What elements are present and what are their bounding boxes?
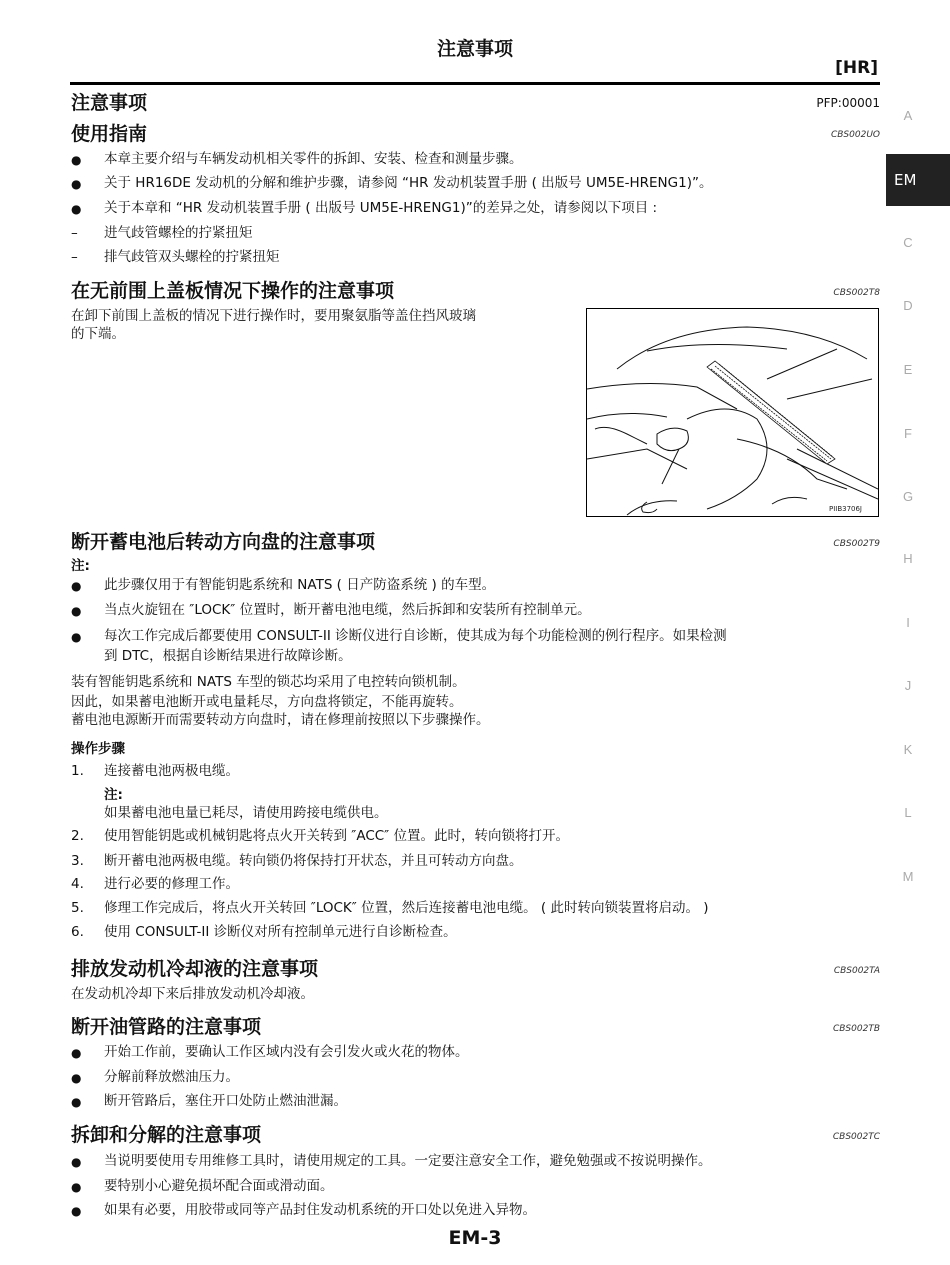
procedure-step: 修理工作完成后，将点火开关转回 ″LOCK″ 位置，然后连接蓄电池电缆。 ( 此时转向锁装置将启动。 ) — [104, 900, 709, 916]
paragraph: 在发动机冷却下来后排放发动机冷却液。 — [71, 986, 314, 1002]
section-title: 在无前围上盖板情况下操作的注意事项 — [71, 280, 395, 302]
bullet-dot: ● — [71, 202, 82, 216]
bullet-dot: ● — [71, 1095, 82, 1109]
list-item: 此步骤仅用于有智能钥匙系统和 NATS ( 日产防盗系统 ) 的车型。 — [104, 577, 496, 593]
section-code: CBS002TA — [833, 966, 880, 976]
index-letter-l[interactable]: L — [904, 805, 912, 820]
engine-tag: [HR] — [835, 58, 878, 78]
step-note: 如果蓄电池电量已耗尽，请使用跨接电缆供电。 — [104, 805, 388, 821]
paragraph: 在卸下前围上盖板的情况下进行操作时，要用聚氨脂等盖住挡风玻璃 — [71, 308, 476, 324]
index-letter-k[interactable]: K — [903, 742, 913, 757]
index-letter-c[interactable]: C — [903, 235, 913, 250]
step-number: 3. — [71, 853, 84, 869]
page-number: EM-3 — [448, 1227, 502, 1249]
list-item: 每次工作完成后都要使用 CONSULT-II 诊断仪进行自诊断，使其成为每个功能检测的例行程序。如果检测 — [104, 628, 727, 644]
step-note-label: 注: — [104, 787, 123, 803]
list-item: 进气歧管螺栓的拧紧扭矩 — [104, 225, 253, 241]
procedure-step: 连接蓄电池两极电缆。 — [104, 763, 239, 779]
index-letter-h[interactable]: H — [903, 551, 913, 566]
procedure-step: 使用 CONSULT-II 诊断仪对所有控制单元进行自诊断检查。 — [104, 924, 457, 940]
note-label: 注: — [71, 558, 90, 574]
bullet-dot: ● — [71, 1071, 82, 1085]
bullet-dot: ● — [71, 1155, 82, 1169]
step-number: 2. — [71, 828, 84, 844]
list-item: 要特别小心避免损坏配合面或滑动面。 — [104, 1178, 334, 1194]
list-item: 关于本章和 “HR 发动机装置手册 ( 出版号 UM5E-HRENG1)”的差异之处，请参阅以下项目 : — [104, 200, 658, 216]
paragraph: 蓄电池电源断开而需要转动方向盘时，请在修理前按照以下步骤操作。 — [71, 712, 490, 728]
list-item: 如果有必要，用胶带或同等产品封住发动机系统的开口处以免进入异物。 — [104, 1202, 536, 1218]
bullet-dot: ● — [71, 153, 82, 167]
section-code: CBS002UO — [830, 130, 880, 140]
index-letter-m[interactable]: M — [902, 869, 914, 884]
page-header-title: 注意事项 — [436, 38, 513, 60]
step-number: 5. — [71, 900, 84, 916]
index-letter-g[interactable]: G — [902, 489, 914, 504]
index-letter-d[interactable]: D — [903, 298, 913, 313]
paragraph: 装有智能钥匙系统和 NATS 车型的锁芯均采用了电控转向锁机制。 — [71, 674, 466, 690]
list-item: 开始工作前，要确认工作区域内没有会引发火或火花的物体。 — [104, 1044, 469, 1060]
procedure-step: 进行必要的修理工作。 — [104, 876, 239, 892]
bullet-dot: ● — [71, 1180, 82, 1194]
section-title: 注意事项 — [71, 92, 148, 114]
list-item-continued: 到 DTC，根据自诊断结果进行故障诊断。 — [104, 648, 352, 664]
list-item: 当点火旋钮在 ″LOCK″ 位置时，断开蓄电池电缆，然后拆卸和安装所有控制单元。 — [104, 602, 591, 618]
index-letter-f[interactable]: F — [904, 426, 912, 441]
list-item: 本章主要介绍与车辆发动机相关零件的拆卸、安装、检查和测量步骤。 — [104, 151, 523, 167]
header-rule — [70, 82, 880, 85]
section-title: 断开蓄电池后转动方向盘的注意事项 — [71, 531, 376, 553]
step-number: 4. — [71, 876, 84, 892]
windshield-figure — [586, 308, 879, 517]
index-tab-em[interactable]: EM — [886, 154, 950, 206]
paragraph: 因此，如果蓄电池断开或电量耗尽，方向盘将锁定，不能再旋转。 — [71, 694, 463, 710]
step-number: 6. — [71, 924, 84, 940]
bullet-dot: ● — [71, 1204, 82, 1218]
section-title: 拆卸和分解的注意事项 — [71, 1124, 262, 1146]
section-code: CBS002T8 — [833, 288, 880, 298]
procedure-title: 操作步骤 — [71, 741, 125, 757]
bullet-dot: ● — [71, 1046, 82, 1060]
list-item: 排气歧管双头螺栓的拧紧扭矩 — [104, 249, 280, 265]
list-item: 分解前释放燃油压力。 — [104, 1069, 239, 1085]
paragraph: 的下端。 — [71, 326, 125, 342]
section-code: CBS002T9 — [833, 539, 880, 549]
index-letter-e[interactable]: E — [903, 362, 913, 377]
index-letter-j[interactable]: J — [904, 678, 912, 693]
section-code: CBS002TB — [832, 1024, 880, 1034]
figure-id: PIIB3706J — [828, 505, 862, 513]
index-letter-a[interactable]: A — [903, 108, 913, 123]
list-item: 关于 HR16DE 发动机的分解和维护步骤，请参阅 “HR 发动机装置手册 ( 出版号 UM5E-HRENG1)”。 — [104, 175, 713, 191]
dash-mark: – — [71, 249, 78, 265]
procedure-step: 使用智能钥匙或机械钥匙将点火开关转到 ″ACC″ 位置。此时，转向锁将打开。 — [104, 828, 570, 844]
section-title: 使用指南 — [71, 123, 148, 145]
procedure-step: 断开蓄电池两极电缆。转向锁仍将保持打开状态，并且可转动方向盘。 — [104, 853, 523, 869]
bullet-dot: ● — [71, 579, 82, 593]
section-title: 断开油管路的注意事项 — [71, 1016, 262, 1038]
bullet-dot: ● — [71, 177, 82, 191]
section-code: CBS002TC — [832, 1132, 880, 1142]
dash-mark: – — [71, 225, 78, 241]
index-letter-i[interactable]: I — [906, 615, 910, 630]
list-item: 断开管路后，塞住开口处防止燃油泄漏。 — [104, 1093, 347, 1109]
windshield-illustration — [587, 309, 878, 516]
section-title: 排放发动机冷却液的注意事项 — [71, 958, 319, 980]
bullet-dot: ● — [71, 604, 82, 618]
list-item: 当说明要使用专用维修工具时，请使用规定的工具。一定要注意安全工作，避免勉强或不按说明操作。 — [104, 1153, 712, 1169]
section-code: PFP:00001 — [816, 96, 880, 110]
step-number: 1. — [71, 763, 84, 779]
bullet-dot: ● — [71, 630, 82, 644]
